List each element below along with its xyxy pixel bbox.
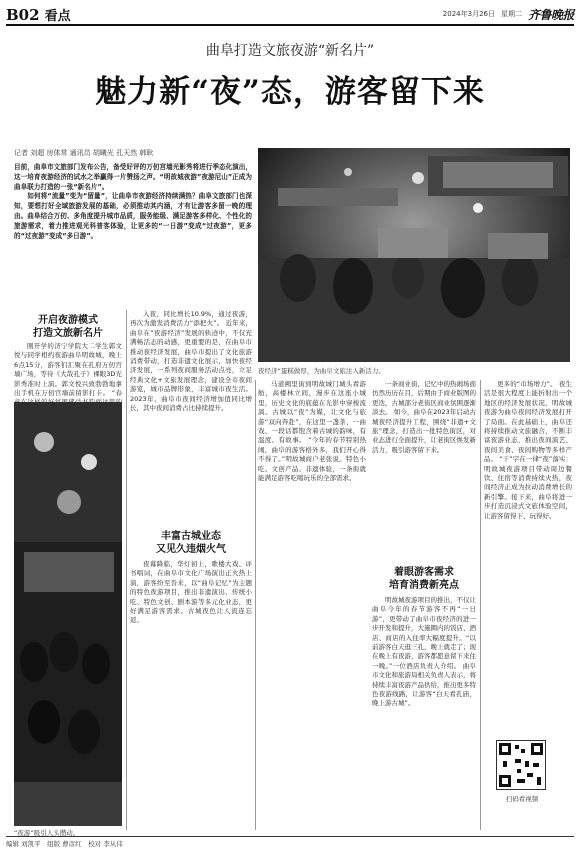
column-6-text: 明故城夜游项目的推出，不仅让曲阜今年的春节游客不再“一日游”，更带动了曲阜市夜经济的进一步开发和提升，大施圈内的饭店、酒店、商店的入住率大幅度提升。“以前游客白天逛三孔，晚上就走了；现在晚上有夜游，游客都愿意留下来住一晚。”一位酒店负责人介绍。 曲阜市文化和旅游局相关负责人表示，将持续丰富夜游产品供给，推出更多特色夜游线路，让游客“白天看孔庙，晚上游古城”。: [372, 596, 476, 708]
article-kicker: 曲阜打造文旅夜游“新名片”: [205, 43, 375, 59]
column-2: [130, 310, 252, 522]
section-name: 看点: [44, 8, 71, 24]
section-heading-3: 着眼游客需求 培育消费新亮点: [389, 567, 459, 591]
article-byline: 记者 刘超 房体常 通讯员 胡曦光 孔天然 韩耿: [14, 149, 154, 157]
night-market-photo: [258, 148, 570, 362]
page-number: B02: [6, 5, 40, 24]
article-headline: 魅力新“夜”态，游客留下来: [95, 74, 485, 110]
section-heading-2: 丰富古城业态 又见久违烟火气: [156, 531, 226, 555]
column-7: [484, 380, 572, 732]
column-3: [130, 560, 252, 830]
section-heading-1: 开启夜游模式 打造文旅新名片: [33, 315, 103, 339]
issue-weekday: 星期二: [500, 10, 522, 18]
crowd-photo: [14, 402, 122, 826]
column-7-text: 更多的“市场增力”。 夜生活是很大程度上能折射出一个地区的经济发展状况，明故城夜游为曲阜夜间经济发展打开了局面。在此基础上，曲阜还将持续推动文旅融合，不断丰富夜游业态，推出夜间演艺、夜间美食、夜间购物等多样产品。 “干”字在一律“夜”落实：明故城夜游项目带动周边餐饮、住宿等消费持续火热，夜间经济正成为拉动消费增长的新引擎。接下来，曲阜将进一步打造沉浸式文旅体验空间，让游客留得下、玩得好。: [484, 380, 572, 520]
column-4-text: 马道阙里街到明故城门城头看游舫，高楼林立间，漫步在这座小城里，历史文化的底蕴在光影中穿梭流淌。古城以“夜”为媒，让文化与旅游“双向奔赴”，在这里一盏茶、一曲戏、一段话都饱含着古城的韵味，有温度、有故事。 “今年的春节特别热闹，曲阜的游客格外多，我们开心得不得了。”明故城商户老张说。特色小吃、文创产品、非遗体验，一条街就能满足游客吃喝玩乐的全部需求。: [258, 380, 366, 483]
column-6: [372, 596, 476, 830]
column-divider: [255, 380, 256, 830]
column-2-text: 入夜，同比增长10.9%，通过夜游，再次为激发消费活力“添把火”。 近年来，曲阜在“夜游经济”发展的轨迹中，不仅充满畅活态的动感，更重要的是，在曲阜市推动夜经济发展，曲阜市提出了文化旅游消费带动，打造非遗文化展示，加快夜经济发展，一系列夜间服务活动点亮，立足经典文化+文旅发展理念，建设全市夜间游览，城市品牌形象，丰富城市夜生活。2023年，曲阜市夜间经济增加值同比增长，其中夜间消费占比持续提升。: [130, 310, 252, 413]
column-3-text: 夜幕降临，华灯初上，歌楼大戏、评书唱词，在曲阜市文化广场演出正火热上演，游客纷至沓来，以“曲阜记忆”为主题的特色夜游项目，推出非遗演出、传统小吃、特色文创、剧本游等多元化业态，更好满足游客需求。古城夜色让人流连忘返。: [130, 560, 252, 625]
column-divider: [480, 380, 481, 830]
issue-date: 2024年3月26日: [442, 10, 495, 18]
page-header: [6, 4, 574, 26]
qr-code-label: 扫码看视频: [505, 795, 539, 803]
photo-bottom-caption: “夜游”吸引人头攒动。: [14, 829, 80, 837]
qr-code[interactable]: [496, 740, 546, 790]
photo-top-caption: 夜经济“蛋糕做厚，为曲阜文旅注入新活力。: [258, 367, 385, 375]
column-5: [372, 380, 476, 558]
article-lead: 目前，曲阜市文旅部门发布公告，备受好评的万仞宫墙光影秀将进行季态化演出，这一培育夜游经济的试水之举赢得一片赞扬之声。“明故城夜游”夜游尼山”正成为曲阜联力打造的一张“新名片”。 如何将“流量”变为“留量”，让曲阜市夜游经济持续满热？曲阜文旅部门也深知，要想打好全域旅游发展的基础，必须推动其内涵，才有让游客多留一晚的理由。曲阜结合万仞、多角度提升城市品质，服务能级、满足游客多样化、个性化的旅游需求，着力推进观光科普客体验，让更多的“一日游”变成“过夜游”，更多的“过夜游”变成“多日游”。: [14, 163, 252, 240]
column-1-text: 刚开学的济宁学院大二学生郭文悦与同学相约夜游曲阜明故城，晚上6点15分，游客们汇聚在孔府万仞宫墙广场，等待《大哉孔子》裸眼3D光影秀准时上演。郭文悦兴致勃勃地拿出手机在万仞宫墙前留影打卡。 “春: [14, 342, 122, 398]
editorial-credits: 编辑 刘凯平 组版 曹彦红 校对 李从伟: [6, 840, 123, 848]
newspaper-logo: 齐鲁晚报: [527, 7, 574, 22]
column-4: [258, 380, 366, 830]
column-divider: [126, 310, 127, 830]
column-1: [14, 342, 122, 398]
column-5-text: 一条商业街，记忆中的热闹场面仿然历历在目，后期由于商业版图的更迭，古城部分老街区商业氛围逐渐淡去。 如今，曲阜在2023年启动古城夜经济提升工程，围绕“非遗+文旅”理念，打造出一批特色街区，对业态进行全面提升，让老街区焕发新活力，吸引游客留下来。: [372, 380, 476, 454]
page-footer: [6, 836, 574, 848]
